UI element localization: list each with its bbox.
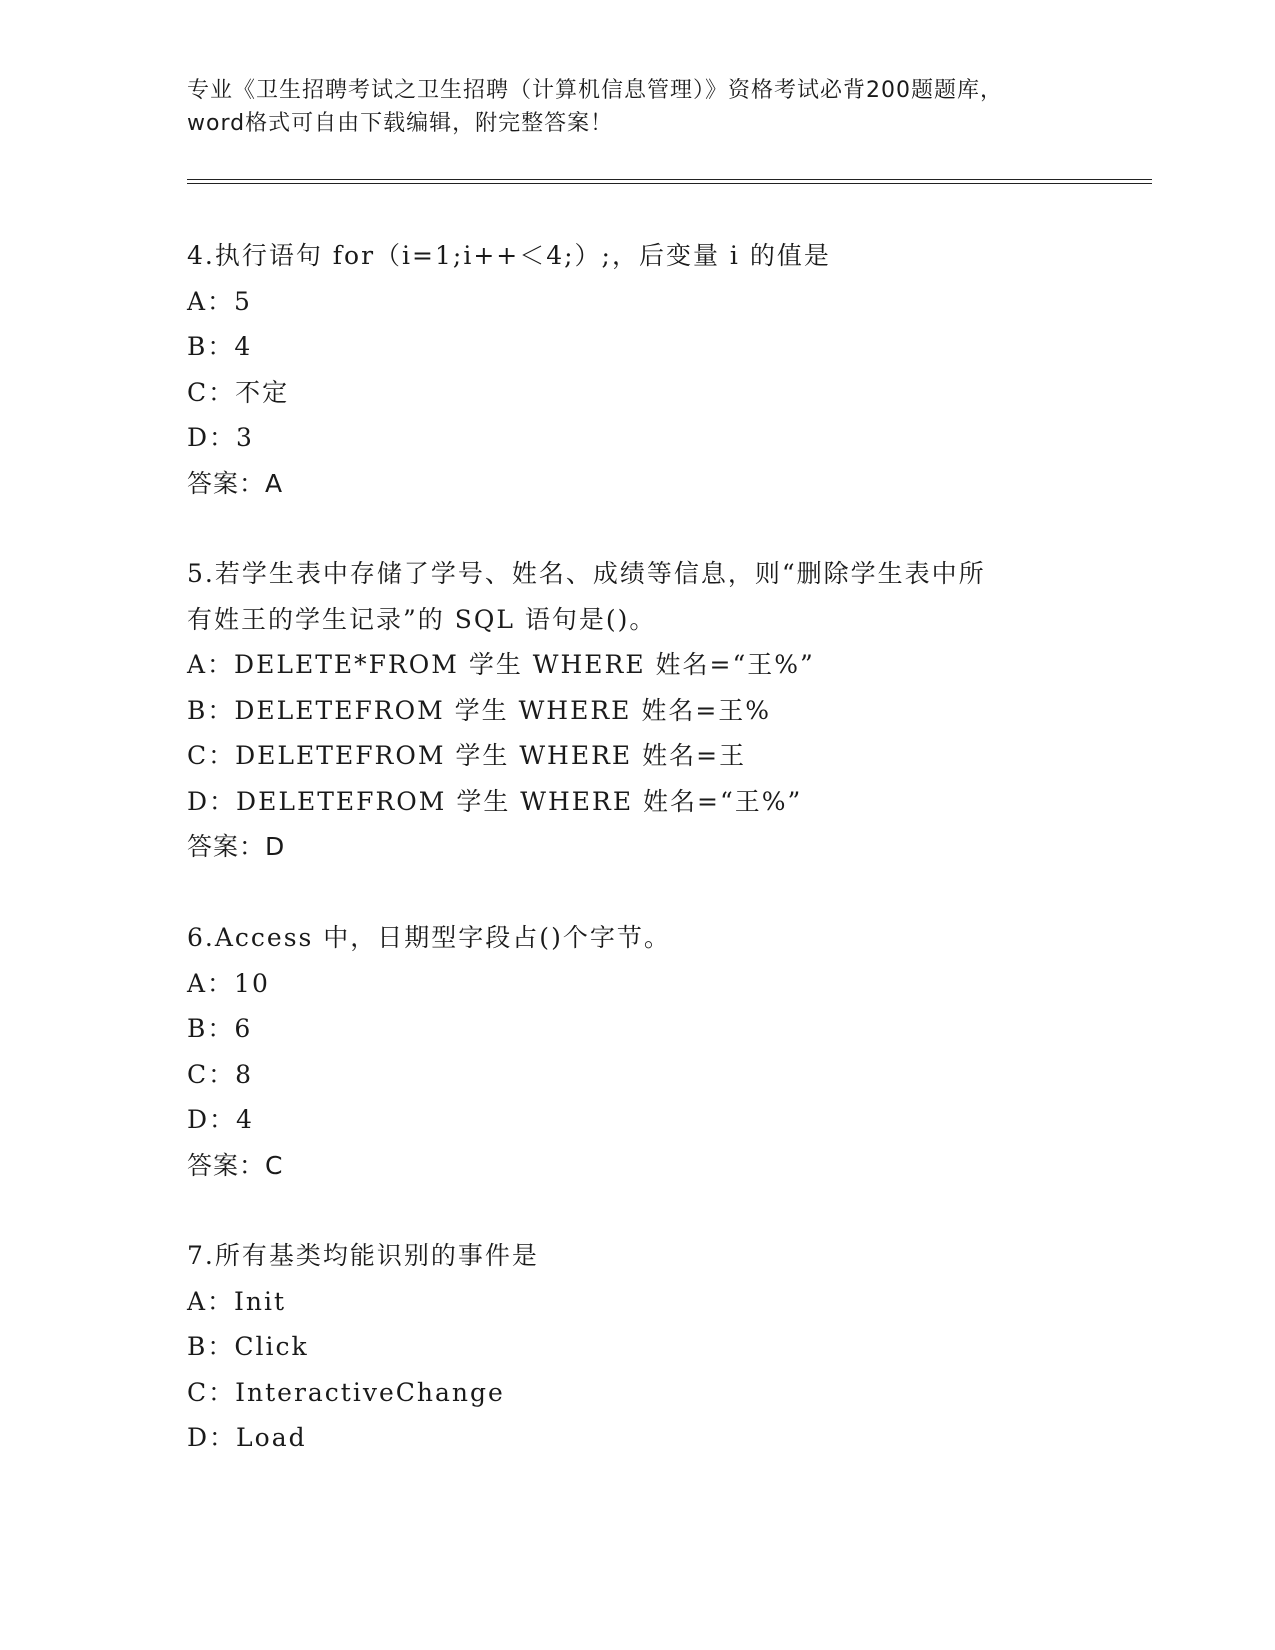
question-stem: 6.Access 中，日期型字段占()个字节。	[187, 923, 671, 952]
option-d: D：Load	[187, 1423, 307, 1452]
question-stem: 7.所有基类均能识别的事件是	[187, 1241, 539, 1270]
header-divider-bottom	[187, 183, 1152, 184]
option-c: C：InteractiveChange	[187, 1377, 505, 1407]
header-title-line-1: 专业《卫生招聘考试之卫生招聘（计算机信息管理）》资格考试必背200题题库，	[187, 78, 1003, 103]
option-c: C：DELETEFROM 学生 WHERE 姓名=王	[187, 741, 747, 770]
option-a: A：DELETE*FROM 学生 WHERE 姓名=“王%”	[187, 650, 815, 679]
option-a: A：10	[187, 968, 270, 998]
document-header	[187, 74, 1087, 140]
option-b: B：Click	[187, 1332, 309, 1361]
option-b: B：4	[187, 332, 253, 361]
option-d: D：3	[187, 423, 254, 452]
option-a: A：Init	[187, 1286, 287, 1316]
option-b: B：6	[187, 1014, 253, 1043]
question-5	[187, 551, 1087, 870]
question-stem: 4.执行语句 for（i=1;i++＜4;）;，后变量 i 的值是	[187, 241, 831, 270]
header-divider-top	[187, 179, 1152, 180]
option-d: D：4	[187, 1105, 254, 1134]
question-6	[187, 915, 1087, 1188]
answer-label: 答案：A	[187, 468, 284, 498]
option-a: A：5	[187, 286, 252, 316]
question-4	[187, 233, 1087, 506]
answer-label: 答案：D	[187, 832, 286, 861]
question-stem-line-2: 有姓王的学生记录”的 SQL 语句是()。	[187, 604, 657, 634]
question-7	[187, 1233, 1087, 1461]
option-d: D：DELETEFROM 学生 WHERE 姓名=“王%”	[187, 786, 803, 816]
answer-label: 答案：C	[187, 1150, 284, 1180]
option-c: C：不定	[187, 377, 290, 407]
option-c: C：8	[187, 1059, 254, 1089]
question-stem-line-1: 5.若学生表中存储了学号、姓名、成绩等信息，则“删除学生表中所	[187, 559, 986, 588]
header-title-line-2: word格式可自由下载编辑，附完整答案！	[187, 111, 614, 136]
option-b: B：DELETEFROM 学生 WHERE 姓名=王%	[187, 695, 772, 725]
